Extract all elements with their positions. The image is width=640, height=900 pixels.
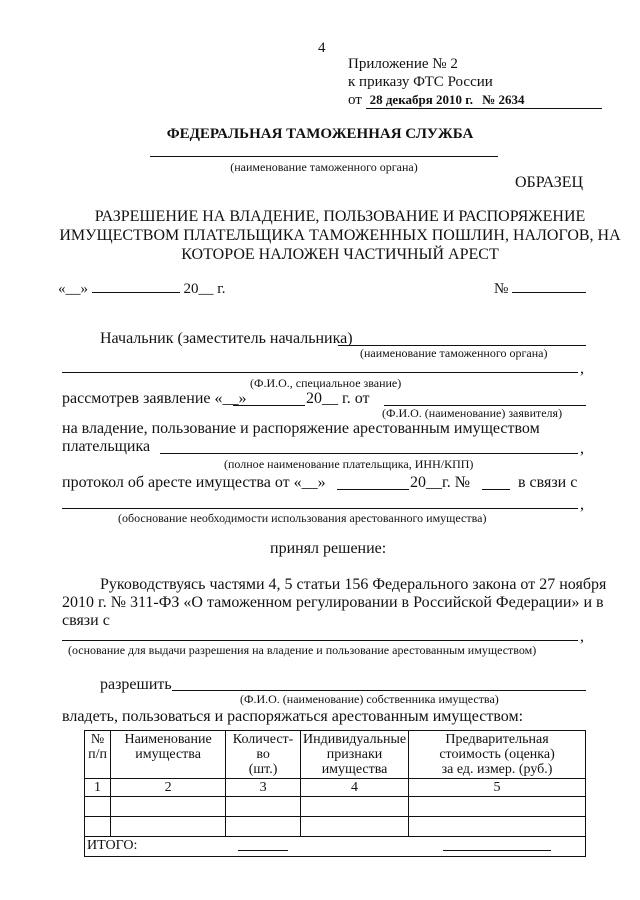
col-number-4: 4 [300, 779, 408, 797]
table-number-row [85, 779, 586, 797]
agency-name: ФЕДЕРАЛЬНАЯ ТАМОЖЕННАЯ СЛУЖБА [166, 126, 474, 142]
header-name [111, 731, 226, 779]
table-cell [300, 817, 408, 837]
total-cost-line [443, 838, 551, 851]
col-number-1: 1 [85, 779, 111, 797]
payer-caption: (полное наименование плательщика, ИНН/КПП) [224, 457, 474, 471]
table-cell [300, 797, 408, 817]
fio-caption: (Ф.И.О., специальное звание) [250, 376, 402, 390]
appendix-line2: к приказу ФТС России [348, 74, 493, 90]
date-open-quote: « [58, 281, 66, 297]
payer-comma: , [580, 440, 584, 457]
title-line3: КОТОРОЕ НАЛОЖЕН ЧАСТИЧНЫЙ АРЕСТ [181, 246, 499, 263]
table-total-row [85, 837, 586, 857]
date-field [58, 280, 225, 298]
header-features-text: Индивидуальные признаки имущества [302, 732, 407, 777]
applicant-caption: (Ф.И.О. (наименование) заявителя) [382, 406, 563, 420]
sample-label: ОБРАЗЕЦ [515, 174, 584, 191]
review-prefix: рассмотрев заявление «__» [62, 390, 247, 407]
appendix-line1: Приложение № 2 [348, 56, 458, 72]
header-num [85, 731, 111, 779]
owner-line [172, 690, 586, 691]
chief-caption: (наименование таможенного органа) [360, 346, 548, 360]
table-cell [111, 797, 226, 817]
protocol-month-line [337, 489, 409, 490]
table-row [85, 817, 586, 837]
header-name-text: Наименование имущества [124, 732, 212, 762]
number-line [512, 280, 586, 293]
appendix-prefix: от [348, 92, 362, 108]
header-num-text: № п/п [88, 732, 107, 762]
total-cost-cell [409, 837, 586, 857]
table-cell [85, 817, 111, 837]
table-header-row [85, 731, 586, 779]
col-number-3: 3 [226, 779, 301, 797]
title-line2: ИМУЩЕСТВОМ ПЛАТЕЛЬЩИКА ТАМОЖЕННЫХ ПОШЛИН, НАЛОГОВ, НА [59, 227, 621, 244]
table-cell [226, 817, 301, 837]
title-line1: РАЗРЕШЕНИЕ НА ВЛАДЕНИЕ, ПОЛЬЗОВАНИЕ И РАСПОРЯЖЕНИЕ [94, 208, 586, 225]
review-year: 20__ г. от [306, 390, 370, 407]
allow-label: разрешить [100, 676, 172, 693]
payer-label: плательщика [62, 438, 151, 455]
col-number-2: 2 [111, 779, 226, 797]
table-cell [409, 797, 586, 817]
table-cell [226, 797, 301, 817]
total-qty-line [238, 838, 288, 851]
page-number: 4 [318, 40, 326, 56]
guided-line1: Руководствуясь частями 4, 5 статьи 156 Федерального закона от 27 ноября [100, 576, 607, 593]
property-table [84, 730, 586, 857]
customs-body-caption: (наименование таможенного органа) [230, 160, 418, 174]
col-number-5: 5 [409, 779, 586, 797]
number-field [494, 280, 586, 298]
decision-heading: принял решение: [270, 540, 387, 557]
date-year: 20__ г. [183, 281, 226, 297]
basis-caption: (основание для выдачи разрешения на владение и пользование арестованным имуществом) [68, 643, 537, 657]
justification-line [62, 508, 578, 509]
fio-line [62, 372, 578, 373]
customs-body-line [150, 156, 498, 157]
total-qty-cell [226, 837, 301, 857]
header-cost-text: Предварительная стоимость (оценка) за ед. измер. (руб.) [439, 732, 555, 777]
number-label: № [494, 281, 509, 297]
purpose-line: на владение, пользование и распоряжение арестованным имуществом [62, 420, 540, 437]
review-month-line [233, 405, 305, 406]
basis-line [62, 640, 578, 641]
table-cell [111, 817, 226, 837]
date-close-quote: » [80, 281, 88, 297]
header-qty-text: Количест- во (шт.) [232, 732, 294, 777]
appendix-number: № 2634 [482, 92, 525, 107]
protocol-suffix: в связи с [518, 474, 578, 491]
date-month-line [92, 280, 180, 293]
owner-caption: (Ф.И.О. (наименование) собственника имущества) [240, 692, 499, 706]
appendix-date: 28 декабря 2010 г. [369, 92, 473, 107]
table-cell [85, 797, 111, 817]
guided-line3: связи с [62, 612, 110, 629]
date-day-blank: __ [65, 281, 81, 297]
table-cell [409, 817, 586, 837]
header-cost [409, 731, 586, 779]
justification-caption: (обоснование необходимости использования арестованного имущества) [118, 511, 487, 525]
total-empty-cell [300, 837, 408, 857]
header-features [300, 731, 408, 779]
chief-label: Начальник (заместитель начальника) [100, 330, 353, 347]
payer-line [160, 453, 578, 454]
fio-comma: , [580, 360, 584, 377]
basis-comma: , [580, 628, 584, 645]
justification-comma: , [580, 496, 584, 513]
protocol-number-line [482, 489, 510, 490]
table-row [85, 797, 586, 817]
total-label: ИТОГО: [85, 837, 226, 857]
appendix-order-line [348, 92, 602, 109]
header-qty [226, 731, 301, 779]
possess-line: владеть, пользоваться и распоряжаться арестованным имуществом: [62, 708, 524, 725]
protocol-year: 20__г. № [410, 474, 471, 491]
protocol-prefix: протокол об аресте имущества от «__» [62, 474, 326, 491]
guided-line2: 2010 г. № 311-ФЗ «О таможенном регулировании в Российской Федерации» и в [62, 594, 604, 611]
